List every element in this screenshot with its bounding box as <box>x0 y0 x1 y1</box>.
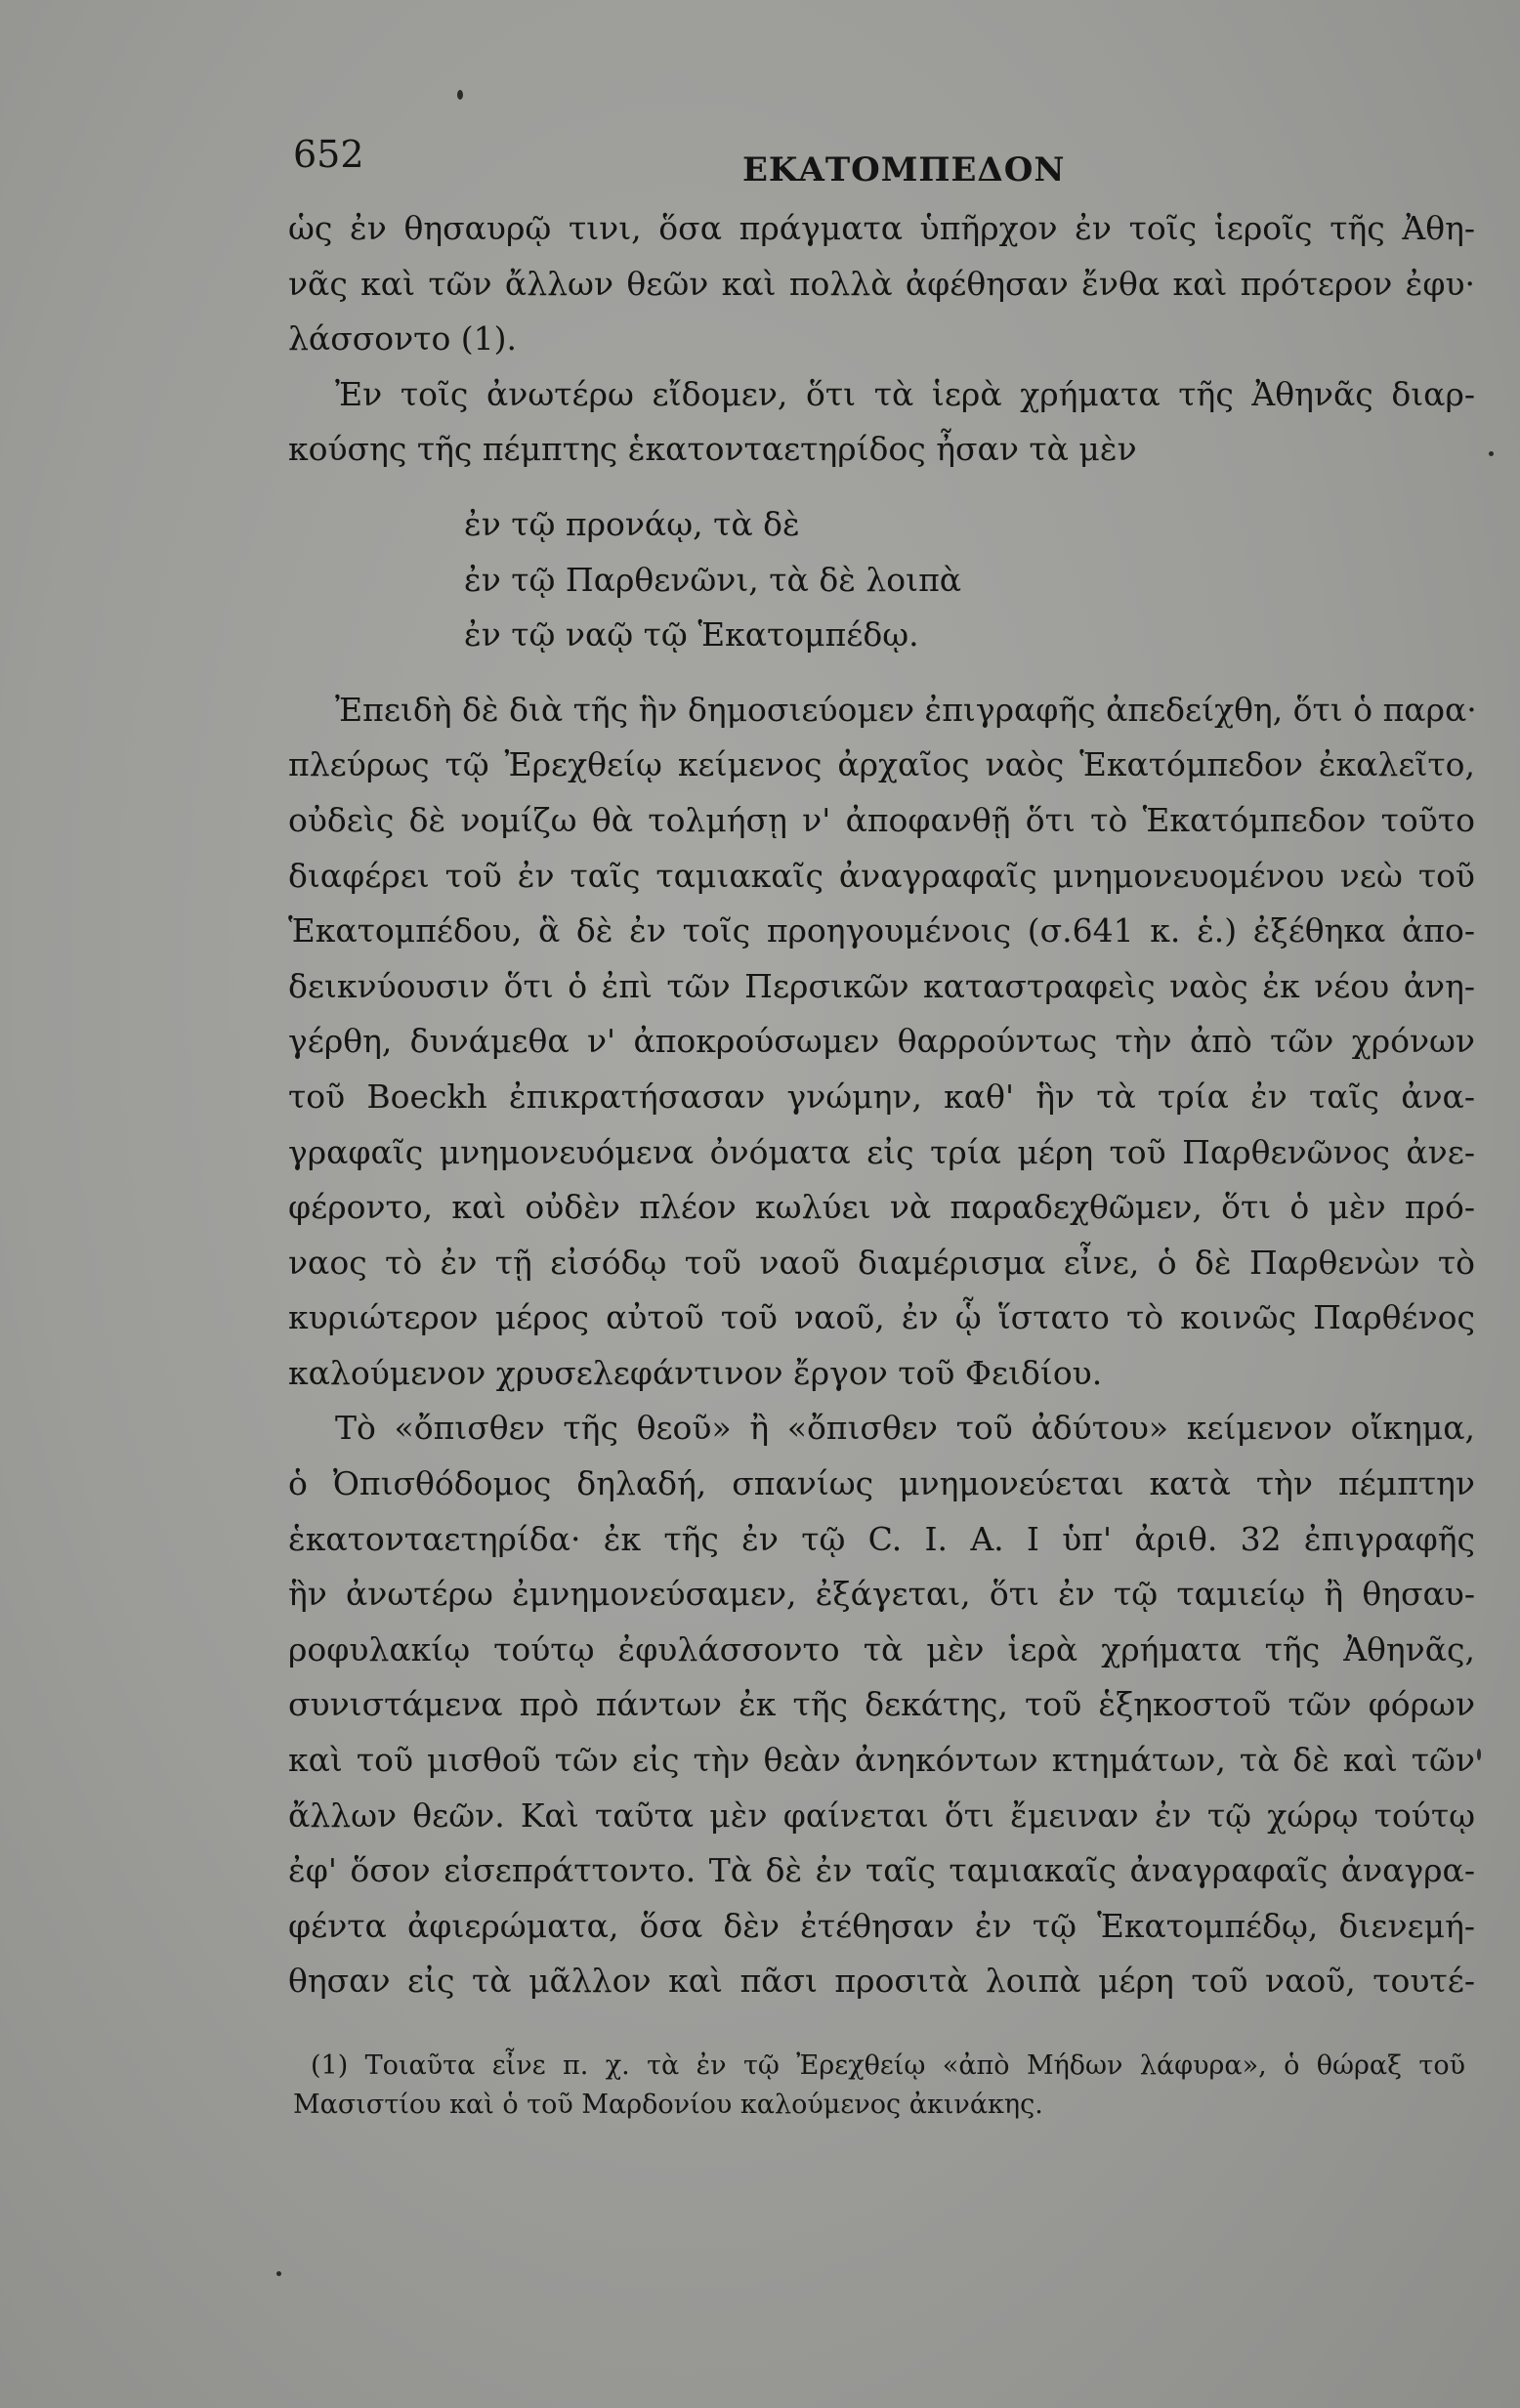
page-header <box>293 133 1446 191</box>
text-line: νᾶς καὶ τῶν ἄλλων θεῶν καὶ πολλὰ ἀφέθησαν ἔνθα καὶ πρότερον ἐφυ· <box>288 264 1475 303</box>
text-line: κυριώτερον μέρος αὐτοῦ τοῦ ναοῦ, ἐν ᾧ ἵστατο τὸ κοινῶς Παρθένος <box>288 1298 1475 1337</box>
text-line: κούσης τῆς πέμπτης ἑκατονταετηρίδος ἦσαν τὰ μὲν <box>288 430 1137 469</box>
text-line: συνιστάμενα πρὸ πάντων ἐκ τῆς δεκάτης, τοῦ ἑξηκοστοῦ τῶν φόρων <box>288 1685 1475 1724</box>
list-line: ἐν τῷ προνάῳ, τὰ δὲ <box>464 504 800 543</box>
text-line: καὶ τοῦ μισθοῦ τῶν εἰς τὴν θεὰν ἀνηκόντων κτημάτων, τὰ δὲ καὶ τῶν <box>288 1741 1475 1780</box>
text-line: οὐδεὶς δὲ νομίζω θὰ τολμήσῃ ν' ἀποφανθῇ ὅτι τὸ Ἑκατόμπεδον τοῦτο <box>288 800 1475 839</box>
text-line: ἣν ἀνωτέρω ἐμνημονεύσαμεν, ἐξάγεται, ὅτι ἐν τῷ ταμιείῳ ἢ θησαυ- <box>288 1575 1475 1614</box>
footnote-line: (1) Τοιαῦτα εἶνε π. χ. τὰ ἐν τῷ Ἐρεχθείῳ «ἀπὸ Μήδων λάφυρα», ὁ θώραξ τοῦ <box>311 2050 1465 2081</box>
page-number: 652 <box>293 133 364 176</box>
text-line: γέρθη, δυνάμεθα ν' ἀποκρούσωμεν θαρρούντως τὴν ἀπὸ τῶν χρόνων <box>288 1022 1475 1061</box>
text-line: Ἐν τοῖς ἀνωτέρω εἴδομεν, ὅτι τὰ ἱερὰ χρήματα τῆς Ἀθηνᾶς διαρ- <box>335 374 1475 413</box>
list-line: ἐν τῷ Παρθενῶνι, τὰ δὲ λοιπὰ <box>464 560 962 599</box>
text-line: Τὸ «ὄπισθεν τῆς θεοῦ» ἢ «ὄπισθεν τοῦ ἀδύτου» κείμενον οἴκημα, <box>335 1409 1475 1448</box>
footnote <box>293 2047 1465 2125</box>
text-line: ὁ Ὀπισθόδομος δηλαδή, σπανίως μνημονεύεται κατὰ τὴν πέμπτην <box>288 1464 1475 1503</box>
text-line: λάσσοντο (1). <box>288 319 518 359</box>
text-line: γραφαῖς μνημονευόμενα ὀνόματα εἰς τρία μέρη τοῦ Παρθενῶνος ἀνε- <box>288 1132 1475 1171</box>
text-line: ἐφ' ὅσον εἰσεπράττοντο. Τὰ δὲ ἐν ταῖς ταμιακαῖς ἀναγραφαῖς ἀναγρα- <box>288 1851 1475 1890</box>
text-line: ὡς ἐν θησαυρῷ τινι, ὅσα πράγματα ὑπῆρχον ἐν τοῖς ἱεροῖς τῆς Ἀθη- <box>288 209 1475 247</box>
text-line: ναος τὸ ἐν τῇ εἰσόδῳ τοῦ ναοῦ διαμέρισμα εἶνε, ὁ δὲ Παρθενὼν τὸ <box>288 1243 1475 1282</box>
paper-speck <box>1477 1749 1481 1760</box>
text-line: θησαν εἰς τὰ μᾶλλον καὶ πᾶσι προσιτὰ λοιπὰ μέρη τοῦ ναοῦ, τουτέ- <box>288 1962 1475 2001</box>
footnote-line: Μασιστίου καὶ ὁ τοῦ Μαρδονίου καλούμενος ἀκινάκης. <box>293 2090 1043 2120</box>
text-line: πλεύρως τῷ Ἐρεχθείῳ κείμενος ἀρχαῖος ναὸς Ἑκατόμπεδον ἐκαλεῖτο, <box>288 745 1475 784</box>
paper-speck <box>1489 451 1494 456</box>
paper-speck <box>457 90 463 100</box>
text-line: δεικνύουσιν ὅτι ὁ ἐπὶ τῶν Περσικῶν καταστραφεὶς ναὸς ἐκ νέου ἀνη- <box>288 966 1475 1005</box>
text-line: ἄλλων θεῶν. Καὶ ταῦτα μὲν φαίνεται ὅτι ἔμειναν ἐν τῷ χώρῳ τούτῳ <box>288 1795 1475 1835</box>
text-line: φέροντο, καὶ οὐδὲν πλέον κωλύει νὰ παραδεχθῶμεν, ὅτι ὁ μὲν πρό- <box>288 1188 1475 1227</box>
text-line: Ἐπειδὴ δὲ διὰ τῆς ἣν δημοσιεύομεν ἐπιγραφῆς ἀπεδείχθη, ὅτι ὁ παρα· <box>335 690 1477 729</box>
text-line: διαφέρει τοῦ ἐν ταῖς ταμιακαῖς ἀναγραφαῖς μνημονευομένου νεὼ τοῦ <box>288 856 1475 895</box>
text-line: τοῦ Boeckh ἐπικρατήσασαν γνώμην, καθ' ἣν τὰ τρία ἐν ταῖς ἀνα- <box>288 1077 1475 1116</box>
running-title: ΕΚΑΤΟΜΠΕΔΟΝ <box>742 150 1066 190</box>
paper-speck <box>276 2271 281 2276</box>
text-line: Ἑκατομπέδου, ἃ δὲ ἐν τοῖς προηγουμένοις (σ.641 κ. ἑ.) ἐξέθηκα ἀπο- <box>288 911 1475 951</box>
text-line: καλούμενον χρυσελεφάντινον ἔργον τοῦ Φειδίου. <box>288 1353 1103 1392</box>
text-line: ροφυλακίῳ τούτῳ ἐφυλάσσοντο τὰ μὲν ἱερὰ χρήματα τῆς Ἀθηνᾶς, <box>288 1629 1475 1669</box>
text-line: φέντα ἀφιερώματα, ὅσα δὲν ἐτέθησαν ἐν τῷ Ἑκατομπέδῳ, διενεμή- <box>288 1906 1475 1945</box>
list-line: ἐν τῷ ναῷ τῷ Ἑκατομπέδῳ. <box>464 615 919 655</box>
text-line: ἑκατονταετηρίδα· ἐκ τῆς ἐν τῷ C. I. A. I ὑπ' ἀριθ. 32 ἐπιγραφῆς <box>288 1519 1475 1558</box>
main-text <box>288 201 1475 2009</box>
